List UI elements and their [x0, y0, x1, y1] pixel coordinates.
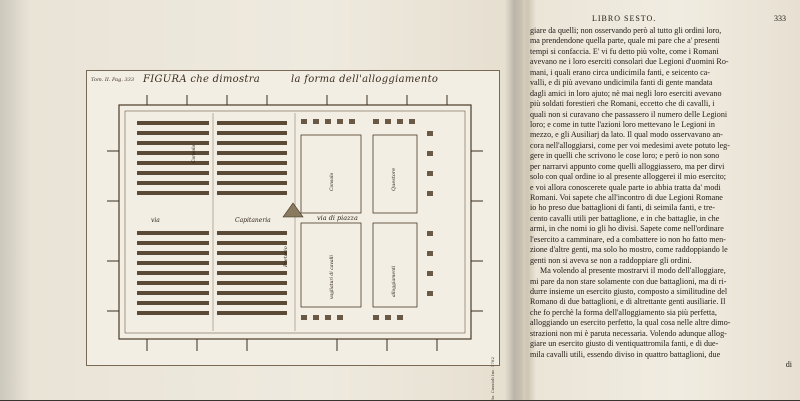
text-line: Romano di due battaglioni, e di altrettante genti ausiliarie. Il	[530, 297, 726, 307]
text-line: giare da quelli; non osservando però al tutto gli ordini loro,	[530, 26, 722, 35]
right-page	[530, 14, 792, 394]
engraved-plate	[86, 70, 500, 401]
text-line: mezzo, e gli Ausiliarj da lato. Il qual modo osservavano an-	[530, 130, 723, 140]
label-capitaneria: Capitaneria	[235, 217, 271, 224]
text-line: durre insieme un esercito giusto, composto a similitudine del	[530, 286, 728, 296]
label-via: via	[151, 217, 160, 224]
text-line: io ho preso due battaglioni di fanti, di seimila fanti, e tre-	[530, 203, 715, 213]
captain-tent	[283, 203, 303, 217]
text-line: solo con qual ordine io al presente alloggerei il mio esercito;	[530, 172, 726, 182]
label-vagliaturi: vagliaturi di cavalli	[330, 255, 335, 299]
plate-caption	[87, 71, 499, 93]
text-line: zione d'altre genti, ma solo ho mostro, come raddoppiando le	[530, 245, 728, 255]
text-line: armi, in che nomi io gli ho divisi. Sapete come nell'ordinare	[530, 224, 724, 234]
text-line: quali non si curavano che passassero il numero delle Legioni	[530, 109, 728, 119]
text-line: loro; e come in tutte l'azioni loro mettevano le Legioni in	[530, 119, 715, 129]
running-head: LIBRO SESTO.	[592, 14, 657, 23]
text-line: cora nell'alloggiarsi, come per voi medesimi avete potuto leg-	[530, 140, 730, 150]
text-line: giare un esercito giusto di ventiquattromila fanti, e di due-	[530, 339, 719, 349]
text-line: strazioni non mi è paruta necessaria. Volendo adunque allog-	[530, 328, 727, 338]
plate-title-part2: la forma dell'alloggiamento	[291, 74, 439, 85]
text-line: ma prendendone quella parte, quale mi pare che a' presenti	[530, 36, 720, 46]
book-gutter	[505, 0, 523, 400]
text-line: e voi allora conoscerete quale parte io abbia tratta da' modi	[530, 182, 721, 192]
text-line: che fo perchè la forma dell'alloggiamento sia più perfetta,	[530, 307, 717, 317]
label-via-di-piazza: via di piazza	[317, 214, 358, 222]
text-line: mila cavalli utili, essendo diviso in quattro battaglioni, due	[530, 349, 721, 359]
text-line: Romani. Voi sapete che all'incontro di due Legioni Romane	[530, 193, 723, 202]
text-line: gere in quelli che scrivono le cose loro; e però io non sono	[530, 151, 720, 161]
text-line: tempi si confaccia. E' vi fu detto più volte, come i Romani	[530, 46, 719, 56]
text-line: Ma volendo al presente mostrarvi il modo dell'alloggiare,	[540, 266, 726, 276]
catchword: di	[785, 360, 792, 369]
label-consolo-right: Consolo	[330, 172, 335, 191]
label-questore: Questore	[391, 167, 397, 191]
label-consolo-left: Consolo	[192, 144, 197, 163]
label-pretorio: Pretorio	[283, 246, 289, 267]
text-line: valli, e di più avevano undicimila fanti di gente mandata	[530, 78, 713, 88]
text-line: dagli amici in loro ajuto; nè mai negli loro eserciti avevano	[530, 88, 722, 98]
plate-signature: Bo. Cassioli Inc. 1782	[490, 357, 495, 401]
text-line: per narrarvi appunto come quelli alloggiassero, ma per dirvi	[530, 161, 725, 171]
plate-volume-ref: Tom. II. Pag. 333	[91, 77, 135, 83]
text-line: alloggiando un esercito perfetto, la qual cosa nelle altre dimo-	[530, 318, 731, 328]
text-line: cento cavalli utili per battaglione, e in che battaglie, in che	[530, 213, 720, 223]
text-line: mani, i quali erano circa undicimila fanti, e seicento ca-	[530, 67, 711, 77]
text-line: mi pare da non stare solamente con due battaglioni, ma di ri-	[530, 276, 727, 286]
text-line: più soldati forestieri che Romani, eccetto che di cavalli, i	[530, 99, 715, 109]
camp-plan-diagram	[87, 91, 499, 363]
page-body-text	[530, 26, 792, 370]
left-page-edge-shadow	[0, 0, 30, 400]
text-line: genti non si aveva se non a raddoppiare gli ordini.	[530, 255, 692, 265]
page-number: 333	[774, 14, 786, 23]
text-line: avevano ne i loro eserciti consolari due Legioni d'uomini Ro-	[530, 57, 729, 67]
text-line: l'esercito a camminare, ed a combattere io non ho fatto men-	[530, 234, 726, 244]
plate-title-part1: FIGURA che dimostra	[143, 74, 261, 85]
label-alloggiamenti: alloggiamenti	[392, 265, 397, 297]
